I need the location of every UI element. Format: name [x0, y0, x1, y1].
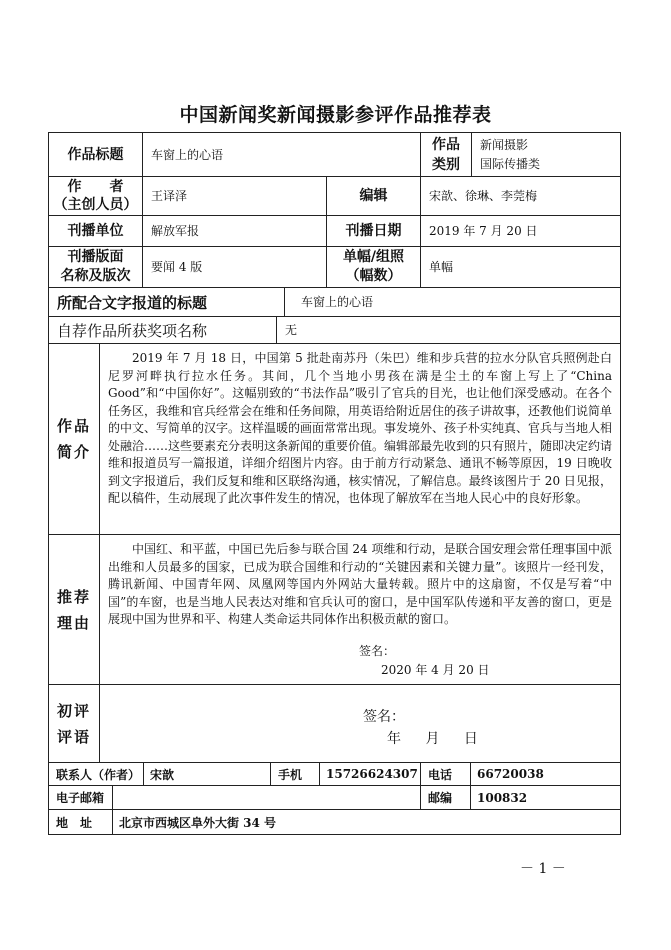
- intro-label: [48, 343, 100, 535]
- related-article-value: 车窗上的心语: [284, 287, 621, 317]
- format-label-line-2: （幅数）: [345, 268, 402, 284]
- related-article-label: 所配合文字报道的标题: [48, 287, 285, 317]
- author-label-line-2: （主创人员）: [53, 197, 138, 213]
- category-value-line-1: 新闻摄影: [480, 137, 529, 152]
- mobile-value: 15726624307: [319, 762, 421, 786]
- awards-label: 自荐作品所获奖项名称: [48, 316, 277, 344]
- phone-value: 66720038: [470, 762, 621, 786]
- form-title: 中国新闻奖新闻摄影参评作品推荐表: [179, 104, 492, 126]
- publish-date-value: 2019 年 7 月 20 日: [420, 215, 621, 247]
- category-value-line-2: 国际传播类: [480, 156, 541, 171]
- postcode-label: 邮编: [420, 785, 471, 810]
- publish-unit-value: 解放军报: [142, 215, 327, 247]
- publish-page-label-line-1: 刊播版面: [67, 249, 124, 265]
- reason-label-line-2: 理由: [56, 613, 91, 632]
- email-value: [112, 785, 421, 810]
- awards-value: 无: [276, 316, 621, 344]
- author-label: [48, 176, 143, 216]
- publish-page-label: [48, 246, 143, 288]
- publish-page-label-line-2: 名称及版次: [60, 268, 131, 284]
- publish-date-label: 刊播日期: [326, 215, 421, 247]
- category-label: 作品类别: [420, 132, 472, 177]
- mobile-label: 手机: [270, 762, 320, 786]
- publish-unit-label: 刊播单位: [48, 215, 143, 247]
- publish-page-value: 要闻 4 版: [142, 246, 327, 288]
- phone-label: 电话: [420, 762, 471, 786]
- author-label-line-1: 作 者: [67, 179, 124, 195]
- review-content: [99, 684, 621, 763]
- work-title-label: 作品标题: [48, 132, 143, 177]
- reason-text: 中国红、和平蓝，中国已先后参与联合国 24 项维和行动，是联合国安理会常任理事国中派出维和人员最多的国家，已成为联合国维和行动的“关键因素和关键力量”。该照片一经刊发，腾讯新闻、中国青年网、凤凰网等国内外网站大量转载。照片中的这扇窗，不仅是写着“中国”的车窗，也是当地人民表达对维和官兵认可的窗口，是中国军队传递和平友善的窗口，更是展现中国为世界和平、构建人类命运共同体作出积极贡献的窗口。: [108, 542, 612, 626]
- reason-label: [48, 534, 100, 685]
- review-label-line-1: 初评: [56, 701, 91, 720]
- reason-signature-date: 2020 年 4 月 20 日: [381, 663, 490, 677]
- format-label: [326, 246, 421, 288]
- intro-text: 2019 年 7 月 18 日，中国第 5 批赴南苏丹（朱巴）维和步兵营的拉水分队官兵照例赴白尼罗河畔执行拉水任务。其间，几个当地小男孩在满是尘土的车窗上写上了“China Good”和“中国你好”。这幅别致的“书法作品”吸引了官兵的目光，也让他们深受感动。在各个任务区，我维和官兵经常会在维和任务间隙，用英语给附近居住的孩子讲故事，还教他们说简单的中文、写简单的汉字。这样温暖的画面常常出现。事发境外、孩子朴实纯真、官兵与当地人相处融洽……这些要素充分表明这条新闻的重要价值。编辑部最先收到的只有照片，随即决定约请维和报道员写一篇报道，详细介绍图片内容。由于前方行动紧急、通讯不畅等原因，19 日晚收到文字报道后，我们反复和维和区联络沟通，核实情况，了解信息。最终该图片于 20 日见报，配以稿件，生动展现了此次事件发生的情况，也体现了解放军在当地人民心中的良好形象。: [108, 351, 613, 505]
- address-label: 地 址: [48, 809, 113, 835]
- review-date-placeholder: 年 月 日: [387, 731, 480, 747]
- category-value: [471, 132, 621, 177]
- reason-signature-label: 签名：: [359, 644, 396, 658]
- review-signature-label: 签名：: [363, 709, 405, 725]
- review-label-line-2: 评语: [56, 727, 91, 746]
- email-label: 电子邮箱: [48, 785, 113, 810]
- intro-label-line-2: 简介: [56, 443, 91, 461]
- work-title-value: 车窗上的心语: [142, 132, 421, 177]
- review-label: [48, 684, 100, 763]
- contact-person-label: 联系人（作者）: [48, 762, 144, 786]
- page-number: － 1 －: [520, 861, 566, 877]
- contact-person-value: 宋歆: [143, 762, 271, 786]
- reason-content: [99, 534, 621, 685]
- editor-label: 编辑: [326, 176, 421, 216]
- postcode-value: 100832: [470, 785, 621, 810]
- intro-content: [99, 343, 621, 535]
- intro-label-line-1: 作品: [56, 417, 91, 435]
- author-value: 王译泽: [142, 176, 327, 216]
- address-value: 北京市西城区阜外大街 34 号: [112, 809, 621, 835]
- editor-value: 宋歆、徐琳、李莞梅: [420, 176, 621, 216]
- format-label-line-1: 单幅/组照: [342, 249, 405, 265]
- reason-label-line-1: 推荐: [56, 587, 91, 606]
- format-value: 单幅: [420, 246, 621, 288]
